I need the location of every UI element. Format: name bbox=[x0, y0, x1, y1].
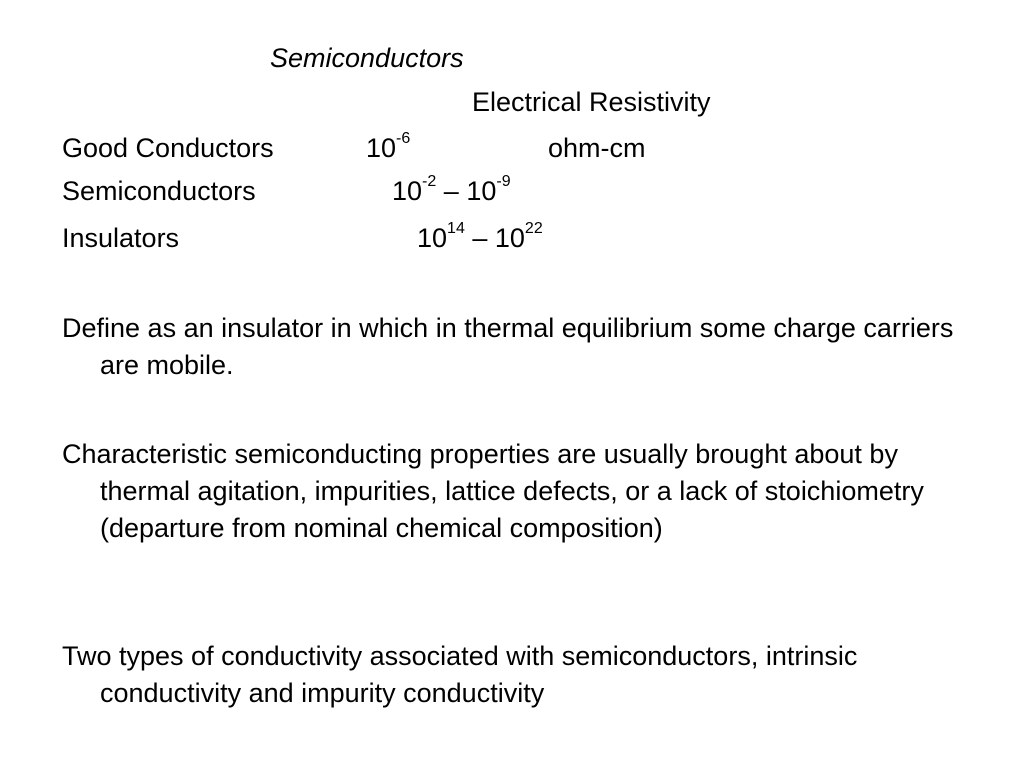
row-label: Semiconductors bbox=[62, 176, 256, 206]
resistivity-value: $10^{-6}$ bbox=[366, 130, 411, 163]
paragraph-conductivity-types: Two types of conductivity associated with semiconductors, intrinsic conductivity and impurity conductivity bbox=[62, 641, 858, 708]
paragraph-definition: Define as an insulator in which in thermal equilibrium some charge carriers are mobile. bbox=[62, 313, 954, 380]
table-row-good-conductors bbox=[62, 130, 962, 166]
row-label: Good Conductors bbox=[62, 133, 274, 163]
resistivity-unit: ohm-cm bbox=[548, 133, 646, 163]
slide-title: Semiconductors bbox=[270, 43, 464, 73]
resistivity-value: $10^{14} - 10^{22}$ bbox=[417, 220, 543, 253]
row-label: Insulators bbox=[62, 223, 180, 253]
table-row-semiconductors bbox=[62, 173, 962, 209]
resistivity-value: $10^{-2} - 10^{-9}$ bbox=[392, 173, 511, 206]
table-row-insulators bbox=[62, 220, 962, 256]
paragraph-properties: Characteristic semiconducting properties are usually brought about by thermal agitation, impurities, lattice defects, or a lack of stoichiometry (departure from nominal chemical composition) bbox=[62, 439, 924, 543]
resistivity-column-header: Electrical Resistivity bbox=[472, 87, 711, 117]
